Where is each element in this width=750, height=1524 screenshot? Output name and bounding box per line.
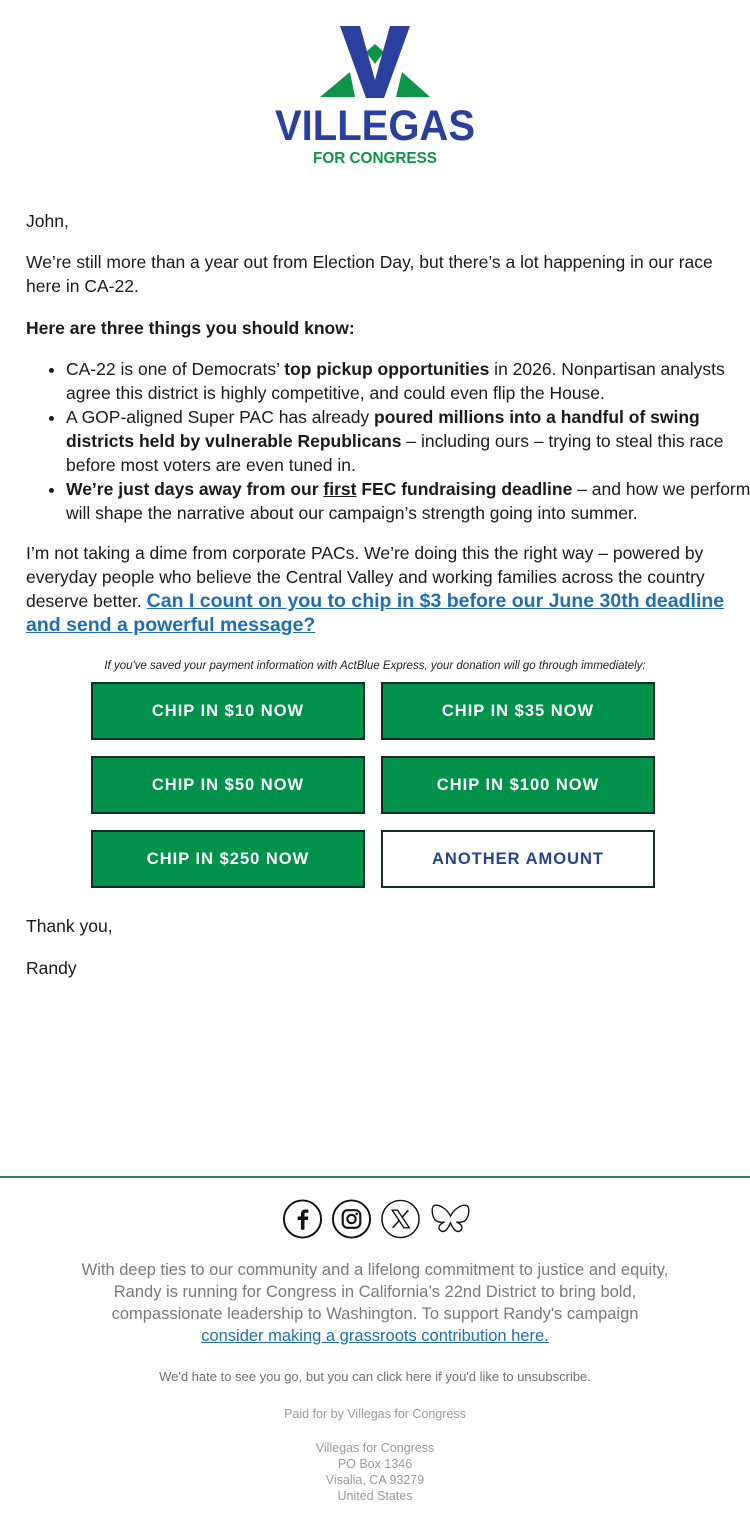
list-item — [66, 357, 750, 405]
another-amount-button[interactable]: ANOTHER AMOUNT — [381, 830, 655, 888]
chip-in-250-button[interactable]: CHIP IN $250 NOW — [91, 830, 365, 888]
bullet-emphasis: top pickup opportunities — [284, 359, 490, 379]
paid-for-disclaimer: Paid for by Villegas for Congress — [284, 1407, 466, 1421]
bullet-text: – and how we perform will shape the narrative about our campaign’s strength going into summer. — [66, 479, 750, 523]
address-line: United States — [337, 1489, 413, 1503]
donate-cta-link[interactable]: Can I count on you to chip in $3 before our June 30th deadline and send a powerful message? — [26, 590, 725, 636]
bullet-emphasis: FEC fundraising deadline — [356, 479, 573, 499]
actblue-express-note: If you've saved your payment information with ActBlue Express, your donation will go through immediately: — [104, 660, 646, 672]
villegas-logo-mark — [270, 22, 480, 172]
logo-wordmark: VILLEGAS — [275, 102, 475, 150]
chip-in-35-button[interactable]: CHIP IN $35 NOW — [381, 682, 655, 740]
closing-paragraph — [26, 541, 726, 637]
social-links — [282, 1197, 472, 1241]
signoff-thanks: Thank you, — [26, 916, 113, 936]
unsubscribe-link[interactable]: We'd hate to see you go, but you can click here if you'd like to unsubscribe. — [159, 1369, 591, 1384]
bullet-text: – including ours – trying to steal this race before most voters are even tuned in. — [66, 431, 724, 475]
list-item — [66, 405, 750, 477]
campaign-logo — [270, 22, 480, 172]
about-candidate — [80, 1259, 670, 1347]
key-points-list — [26, 357, 750, 525]
bullet-text: CA-22 is one of Democrats’ — [66, 359, 285, 379]
x-icon[interactable] — [380, 1198, 421, 1240]
list-item — [66, 477, 750, 525]
three-things-heading: Here are three things you should know: — [26, 318, 355, 338]
facebook-icon[interactable] — [282, 1198, 323, 1240]
address-line: PO Box 1346 — [337, 1457, 413, 1471]
chip-in-50-button[interactable]: CHIP IN $50 NOW — [91, 756, 365, 814]
address-line: Villegas for Congress — [315, 1441, 435, 1455]
closing-text: I’m not taking a dime from corporate PACs. We’re doing this the right way – powered by everyday people who believe the Central Valley and working families across the country deserve better. — [26, 543, 705, 611]
footer-divider — [0, 1176, 750, 1178]
contribution-link[interactable]: consider making a grassroots contribution here. — [201, 1327, 549, 1345]
bullet-emphasis: We’re just days away from our — [66, 479, 324, 499]
mailing-address — [0, 1440, 750, 1504]
address-line: Visalia, CA 93279 — [325, 1473, 425, 1487]
about-text: With deep ties to our community and a lifelong commitment to justice and equity, Randy is running for Congress in California’s 22nd District to bring bold, compassionate leadership to Washington. To support Randy's campaign — [81, 1261, 669, 1323]
chip-in-100-button[interactable]: CHIP IN $100 NOW — [381, 756, 655, 814]
bullet-text: A GOP-aligned Super PAC has already — [66, 407, 375, 427]
intro-paragraph: We’re still more than a year out from Election Day, but there’s a lot happening in our race here in CA-22. — [26, 252, 713, 296]
chip-in-10-button[interactable]: CHIP IN $10 NOW — [91, 682, 365, 740]
signoff-name: Randy — [26, 958, 77, 978]
bullet-emphasis: poured millions into a handful of swing districts held by vulnerable Republicans — [66, 407, 700, 451]
bluesky-icon[interactable] — [429, 1198, 472, 1240]
greeting: John, — [26, 211, 69, 231]
instagram-icon[interactable] — [331, 1198, 372, 1240]
bullet-underline: first — [323, 479, 357, 499]
logo-tagline: FOR CONGRESS — [313, 150, 438, 167]
bullet-text: in 2026. Nonpartisan analysts agree this district is highly competitive, and could even flip the House. — [66, 359, 725, 403]
